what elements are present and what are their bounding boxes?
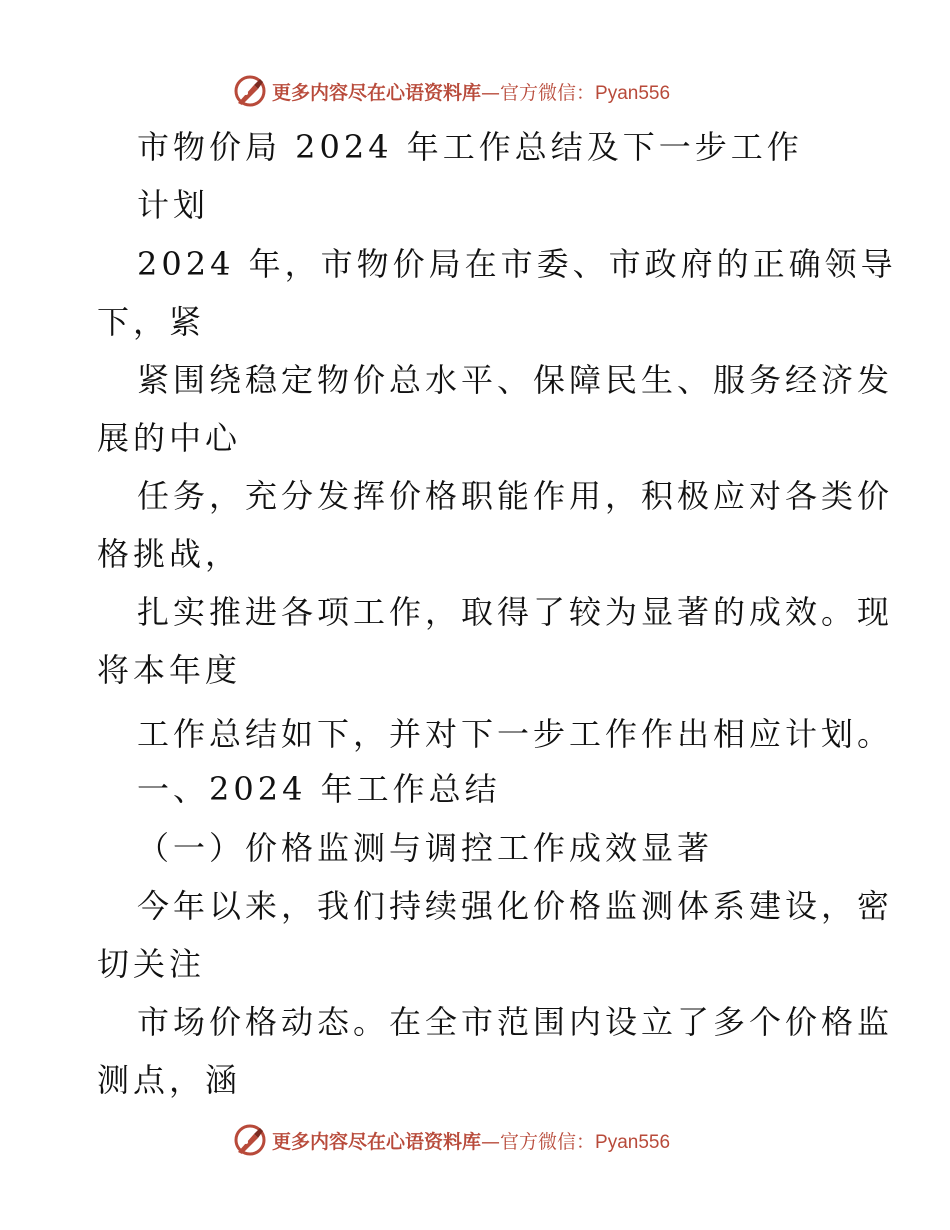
paragraph-line: 2024 年，市物价局在市委、市政府的正确领导 [137,245,897,283]
watermark-wechat-id: Pyan556 [595,82,671,104]
paragraph-line: 紧围绕稳定物价总水平、保障民生、服务经济发 [137,361,894,399]
paragraph-line: 任务，充分发挥价格职能作用，积极应对各类价 [137,477,894,515]
watermark-wechat-label: 官方微信： [500,81,596,104]
document-title-line-2: 计划 [137,186,210,224]
paragraph-line: 市场价格动态。在全市范围内设立了多个价格监 [137,1003,894,1041]
watermark-text [272,1127,670,1154]
document-title-line-1: 市物价局 2024 年工作总结及下一步工作 [137,128,803,166]
footer-watermark-banner [232,1122,670,1158]
paragraph-line: 扎实推进各项工作，取得了较为显著的成效。现 [137,593,894,631]
paragraph-line: 切关注 [97,945,206,983]
paragraph-line: 工作总结如下，并对下一步工作作出相应计划。 [137,715,894,753]
watermark-main-text: 更多内容尽在心语资料库 [272,81,482,104]
watermark-wechat-label: 官方微信： [500,1130,596,1153]
watermark-dash: — [481,1130,501,1153]
paragraph-line: 将本年度 [97,651,242,689]
watermark-text [272,78,670,105]
paragraph-line: 今年以来，我们持续强化价格监测体系建设，密 [137,887,894,925]
paragraph-line: 格挑战， [97,535,242,573]
watermark-wechat-id: Pyan556 [595,1131,671,1153]
subsection-heading: （一）价格监测与调控工作成效显著 [137,829,714,867]
watermark-dash: — [481,81,501,104]
paragraph-line: 测点，涵 [97,1061,242,1099]
pen-logo-icon [232,1122,268,1158]
section-heading: 一、2024 年工作总结 [137,770,501,808]
header-watermark-banner [232,73,670,109]
paragraph-line: 展的中心 [97,419,242,457]
paragraph-line: 下，紧 [97,303,206,341]
watermark-main-text: 更多内容尽在心语资料库 [272,1130,482,1153]
pen-logo-icon [232,73,268,109]
